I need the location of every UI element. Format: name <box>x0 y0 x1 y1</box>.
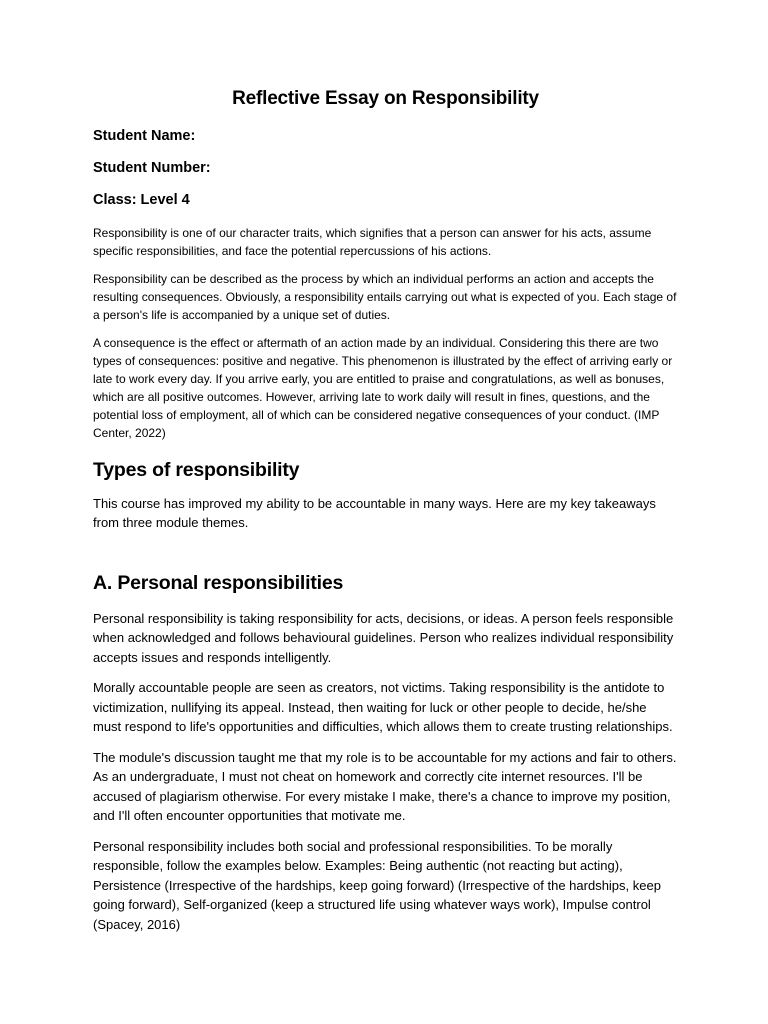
student-name-label: Student Name: <box>93 127 196 144</box>
student-number-label: Student Number: <box>93 159 211 176</box>
class-label: Class: Level 4 <box>93 191 190 208</box>
intro-paragraph: A consequence is the effect or aftermath of an action made by an individual. Considering this there are two types of consequences: positive and negative. This phenomenon is illustrated by the effect of arriving early or late to work every day. If you arrive early, you are entitled to praise and congratulations, as well as bonuses, which are all positive outcomes. However, arriving late to work daily will result in fines, questions, and the potential loss of employment, all of which can be considered negative consequences of your conduct. (IMP Center, 2022) <box>93 335 673 440</box>
personal-paragraph: Personal responsibility includes both social and professional responsibilities. To be morally responsible, follow the examples below. Examples: Being authentic (not reacting but acting), Persistence (Irrespective of the hardships, keep going forward) (Irrespective of the hardships, keep going forward), Self-organized (keep a structured life using whatever ways work), Impulse control (Spacey, 2016) <box>93 838 661 932</box>
document-page <box>93 88 678 934</box>
intro-paragraph: Responsibility is one of our character traits, which signifies that a person can answer for his acts, assume specific responsibilities, and face the potential repercussions of his actions. <box>93 225 652 258</box>
personal-heading: A. Personal responsibilities <box>93 571 344 594</box>
personal-paragraph: Morally accountable people are seen as creators, not victims. Taking responsibility is the antidote to victimization, nullifying its appeal. Instead, then waiting for luck or other people to decide, he/she must respond to life's opportunities and difficulties, which allows them to create trusting relationships. <box>93 680 673 735</box>
personal-paragraph: Personal responsibility is taking responsibility for acts, decisions, or ideas. A person feels responsible when acknowledged and follows behavioural guidelines. Person who realizes individual responsibility accepts issues and responds intelligently. <box>93 610 674 665</box>
types-heading: Types of responsibility <box>93 458 300 481</box>
personal-paragraph: The module's discussion taught me that my role is to be accountable for my actions and fair to others. As an undergraduate, I must not cheat on homework and correctly cite internet resources. I'll be accused of plagiarism otherwise. For every mistake I make, there's a chance to improve my position, and I'll often encounter opportunities that motivate me. <box>93 749 677 824</box>
document-title: Reflective Essay on Responsibility <box>232 88 539 109</box>
types-intro-paragraph: This course has improved my ability to be accountable in many ways. Here are my key takeaways from three module themes. <box>93 495 656 531</box>
intro-paragraph: Responsibility can be described as the process by which an individual performs an action and accepts the resulting consequences. Obviously, a responsibility entails carrying out what is expected of you. Each stage of a person's life is accompanied by a unique set of duties. <box>93 271 677 322</box>
